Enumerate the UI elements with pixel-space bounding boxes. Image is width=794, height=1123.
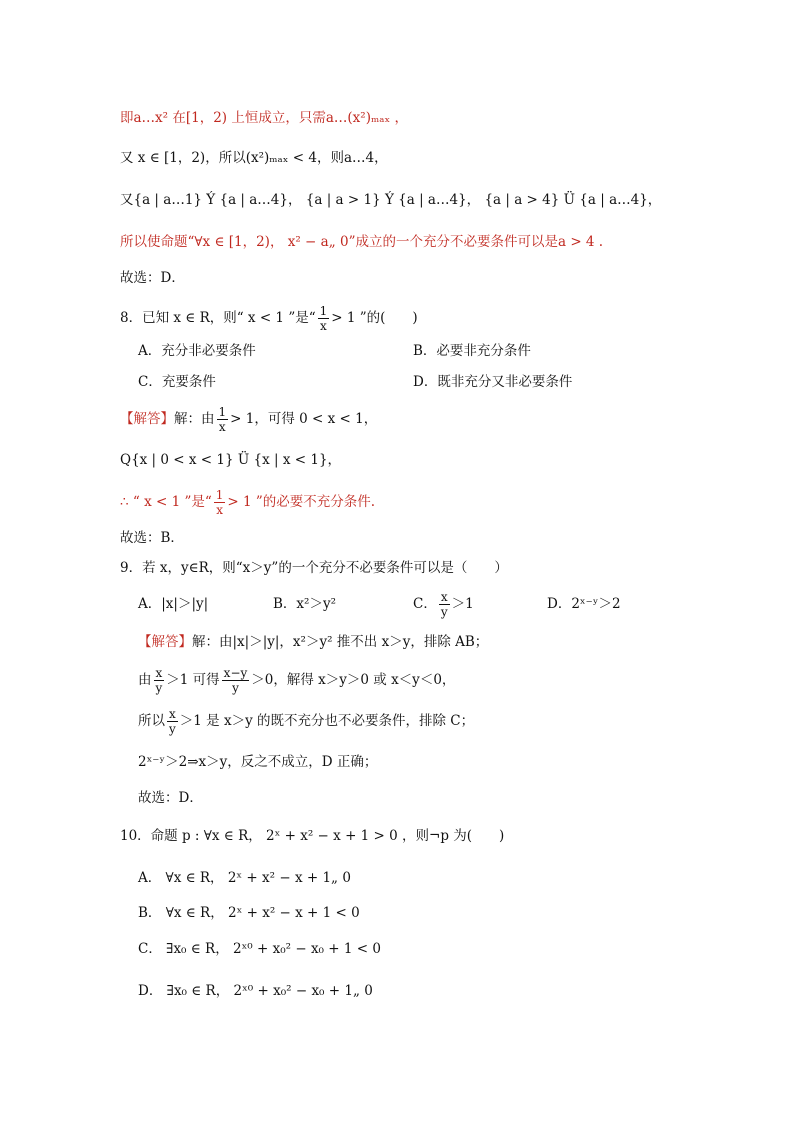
question-10-stem: 10．命题 p : ∀x ∈ R， 2ˣ + x² − x + 1 > 0 ，则¬p 为( ) xyxy=(120,828,505,844)
q8-answer3-frac-num: 1 xyxy=(215,488,224,502)
q8-answer-frac-num: 1 xyxy=(218,405,227,419)
q9-ans2-den1: y xyxy=(155,681,163,695)
question-8-stem xyxy=(120,304,418,333)
q9-answer-line-2 xyxy=(138,666,455,695)
solution-line-1: 即a…x² 在[1，2) 上恒成立，只需a…(x²)ₘₐₓ ， xyxy=(120,110,408,126)
q9-option-c xyxy=(413,590,474,619)
q9-ans3-frac xyxy=(167,707,178,736)
q8-answer-b: > 1，可得 0 < x < 1， xyxy=(230,411,378,427)
q8-answer-line-3 xyxy=(120,488,375,517)
q9-answer-tag: 【解答】 xyxy=(138,634,192,650)
q8-option-c: C．充要条件 xyxy=(138,374,216,390)
q9-ans3-den: y xyxy=(169,722,176,736)
q8-answer-fraction xyxy=(217,405,229,434)
q8-choose: 故选：B． xyxy=(120,530,184,546)
q10-option-a: A． ∀x ∈ R， 2ˣ + x² − x + 1„ 0 xyxy=(138,870,351,886)
q8-frac-den: x xyxy=(320,319,327,333)
q8-answer-line-2: Q{x | 0 < x < 1} Ü {x | x < 1}， xyxy=(120,452,342,468)
q8-answer-line-1 xyxy=(120,405,377,434)
q9-c-num: x xyxy=(440,590,448,604)
q8-answer3-frac-den: x xyxy=(216,503,223,517)
q9-answer-line-4: 2ˣ⁻ʸ＞2⇒x＞y，反之不成立，D 正确； xyxy=(138,754,378,770)
solution-choose: 故选：D． xyxy=(120,270,185,286)
q8-answer-tag: 【解答】 xyxy=(120,411,174,427)
q9-option-b: B．x²＞y² xyxy=(273,596,336,612)
solution-conclusion: 所以使命题“∀x ∈ [1，2)， x² − a„ 0”成立的一个充分不必要条件可以是a > 4 . xyxy=(120,234,604,250)
q9-ans2-frac-2 xyxy=(222,666,250,695)
q8-answer3-a: ∴ “ x < 1 ”是“ xyxy=(120,494,212,510)
q8-frac-num: 1 xyxy=(319,304,328,318)
q9-option-d: D．2ˣ⁻ʸ＞2 xyxy=(547,596,621,612)
q8-answer-a: 解：由 xyxy=(174,411,215,427)
q9-ans3-b: ＞1 是 x＞y 的既不充分也不必要条件，排除 C； xyxy=(179,713,475,729)
q9-ans2-num2: x−y xyxy=(223,666,248,680)
q10-option-c: C． ∃x₀ ∈ R， 2ˣ⁰ + x₀² − x₀ + 1 < 0 xyxy=(138,941,381,957)
q9-ans2-den2: y xyxy=(232,681,239,695)
q9-answer-1: 解：由|x|＞|y|，x²＞y² 推不出 x＞y，排除 AB； xyxy=(192,634,489,650)
q8-answer3-b: > 1 ”的必要不充分条件. xyxy=(227,494,376,510)
q9-ans2-b: ＞1 可得 xyxy=(166,672,220,688)
q9-ans2-a: 由 xyxy=(138,672,152,688)
q8-answer-frac-den: x xyxy=(218,420,226,434)
q8-answer3-fraction xyxy=(214,488,226,517)
q9-answer-line-1 xyxy=(138,632,488,652)
q9-option-c-fraction xyxy=(439,590,450,619)
q9-option-a: A．|x|＞|y| xyxy=(138,596,209,612)
q9-option-c-label: C． xyxy=(413,596,437,612)
solution-line-3: 又{a | a…1} Ý {a | a…4}， {a | a > 1} Ý {a | a…4}， {a | a > 4} Ü {a | a…4}， xyxy=(120,192,662,208)
q8-stem-part-a: 8．已知 x ∈ R，则“ x < 1 ”是“ xyxy=(120,310,316,326)
q8-option-d: D．既非充分又非必要条件 xyxy=(413,374,573,390)
q9-ans2-frac-1 xyxy=(154,666,165,695)
q9-option-c-tail: ＞1 xyxy=(451,596,474,612)
q8-option-b: B．必要非充分条件 xyxy=(413,343,531,359)
q8-fraction xyxy=(318,304,330,333)
q8-option-a: A．充分非必要条件 xyxy=(138,343,256,359)
q9-answer-line-3 xyxy=(138,707,474,736)
q10-option-b: B． ∀x ∈ R， 2ˣ + x² − x + 1 < 0 xyxy=(138,905,360,921)
q9-ans3-num: x xyxy=(169,707,176,721)
question-9-stem: 9．若 x，y∈R，则“x＞y”的一个充分不必要条件可以是（ ） xyxy=(120,560,508,576)
q9-choose: 故选：D． xyxy=(138,790,203,806)
q10-option-d: D． ∃x₀ ∈ R， 2ˣ⁰ + x₀² − x₀ + 1„ 0 xyxy=(138,983,373,999)
solution-line-2: 又 x ∈ [1，2)，所以(x²)ₘₐₓ < 4，则a…4， xyxy=(120,150,388,166)
q9-ans3-a: 所以 xyxy=(138,713,165,729)
q9-ans2-c: ＞0，解得 x＞y＞0 或 x＜y＜0， xyxy=(251,672,456,688)
q9-c-den: y xyxy=(440,605,448,619)
q9-ans2-num1: x xyxy=(155,666,163,680)
q8-stem-part-b: > 1 ”的( ) xyxy=(331,310,418,326)
